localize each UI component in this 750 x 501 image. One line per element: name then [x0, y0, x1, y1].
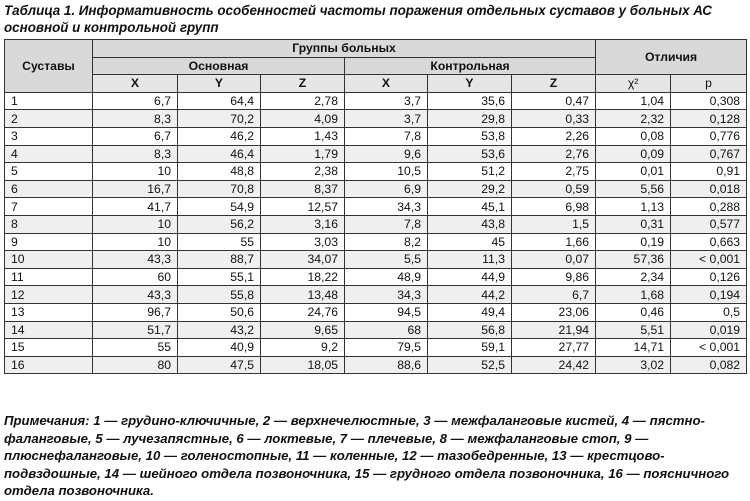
- value-cell: 0,19: [596, 233, 671, 251]
- value-cell: 0,019: [671, 321, 747, 339]
- value-cell: 55: [178, 233, 261, 251]
- joint-number-cell: 8: [5, 215, 93, 233]
- value-cell: 35,6: [428, 92, 512, 110]
- value-cell: 1,68: [596, 286, 671, 304]
- header-p-value: p: [671, 75, 747, 93]
- value-cell: 9,86: [512, 268, 596, 286]
- value-cell: 0,09: [596, 145, 671, 163]
- value-cell: 54,9: [178, 198, 261, 216]
- value-cell: 0,663: [671, 233, 747, 251]
- value-cell: 0,194: [671, 286, 747, 304]
- value-cell: 24,76: [261, 303, 345, 321]
- joints-table: [4, 39, 747, 374]
- value-cell: 0,46: [596, 303, 671, 321]
- table-row: [5, 303, 747, 321]
- value-cell: 50,6: [178, 303, 261, 321]
- joint-number-cell: 11: [5, 268, 93, 286]
- value-cell: 51,2: [428, 163, 512, 181]
- value-cell: 0,47: [512, 92, 596, 110]
- joint-number-cell: 12: [5, 286, 93, 304]
- value-cell: 9,65: [261, 321, 345, 339]
- value-cell: 6,7: [93, 127, 178, 145]
- value-cell: 0,33: [512, 110, 596, 128]
- value-cell: 2,34: [596, 268, 671, 286]
- table-row: [5, 180, 747, 198]
- value-cell: 10: [93, 163, 178, 181]
- value-cell: 55,8: [178, 286, 261, 304]
- value-cell: 45,1: [428, 198, 512, 216]
- value-cell: 27,77: [512, 339, 596, 357]
- value-cell: 43,3: [93, 251, 178, 269]
- table-row: [5, 233, 747, 251]
- joint-number-cell: 7: [5, 198, 93, 216]
- header-control-x: X: [345, 75, 428, 93]
- table-row: [5, 321, 747, 339]
- table-row: [5, 127, 747, 145]
- value-cell: 1,43: [261, 127, 345, 145]
- value-cell: 3,02: [596, 356, 671, 374]
- value-cell: 5,56: [596, 180, 671, 198]
- value-cell: 56,8: [428, 321, 512, 339]
- value-cell: 94,5: [345, 303, 428, 321]
- value-cell: 40,9: [178, 339, 261, 357]
- value-cell: 43,8: [428, 215, 512, 233]
- value-cell: 0,767: [671, 145, 747, 163]
- value-cell: 53,8: [428, 127, 512, 145]
- value-cell: 48,8: [178, 163, 261, 181]
- joint-number-cell: 6: [5, 180, 93, 198]
- value-cell: 0,288: [671, 198, 747, 216]
- value-cell: 44,2: [428, 286, 512, 304]
- joint-number-cell: 1: [5, 92, 93, 110]
- value-cell: 12,57: [261, 198, 345, 216]
- joint-number-cell: 16: [5, 356, 93, 374]
- value-cell: 0,59: [512, 180, 596, 198]
- table-row: [5, 268, 747, 286]
- value-cell: 55,1: [178, 268, 261, 286]
- value-cell: 29,8: [428, 110, 512, 128]
- value-cell: 48,9: [345, 268, 428, 286]
- header-chi-square: χ²: [596, 75, 671, 93]
- value-cell: 24,42: [512, 356, 596, 374]
- value-cell: 18,22: [261, 268, 345, 286]
- value-cell: 0,01: [596, 163, 671, 181]
- joint-number-cell: 2: [5, 110, 93, 128]
- value-cell: 5,5: [345, 251, 428, 269]
- value-cell: 57,36: [596, 251, 671, 269]
- value-cell: 51,7: [93, 321, 178, 339]
- value-cell: 88,6: [345, 356, 428, 374]
- value-cell: 2,78: [261, 92, 345, 110]
- value-cell: 13,48: [261, 286, 345, 304]
- value-cell: 6,7: [93, 92, 178, 110]
- value-cell: 29,2: [428, 180, 512, 198]
- value-cell: 14,71: [596, 339, 671, 357]
- value-cell: < 0,001: [671, 251, 747, 269]
- value-cell: 1,79: [261, 145, 345, 163]
- notes-label: Примечания:: [4, 413, 90, 428]
- value-cell: 6,9: [345, 180, 428, 198]
- table-row: [5, 110, 747, 128]
- value-cell: 9,2: [261, 339, 345, 357]
- value-cell: 46,4: [178, 145, 261, 163]
- value-cell: 2,32: [596, 110, 671, 128]
- table-row: [5, 198, 747, 216]
- value-cell: 80: [93, 356, 178, 374]
- value-cell: 96,7: [93, 303, 178, 321]
- value-cell: 2,26: [512, 127, 596, 145]
- joint-number-cell: 10: [5, 251, 93, 269]
- table-row: [5, 215, 747, 233]
- table-row: [5, 356, 747, 374]
- value-cell: 2,38: [261, 163, 345, 181]
- value-cell: 0,128: [671, 110, 747, 128]
- value-cell: 8,37: [261, 180, 345, 198]
- header-groups: Группы больных: [93, 40, 596, 58]
- value-cell: 2,75: [512, 163, 596, 181]
- value-cell: 70,2: [178, 110, 261, 128]
- table-body: [5, 92, 747, 374]
- value-cell: 21,94: [512, 321, 596, 339]
- header-main-y: Y: [178, 75, 261, 93]
- value-cell: 0,776: [671, 127, 747, 145]
- value-cell: 88,7: [178, 251, 261, 269]
- value-cell: 34,07: [261, 251, 345, 269]
- value-cell: 2,76: [512, 145, 596, 163]
- joint-number-cell: 15: [5, 339, 93, 357]
- value-cell: 53,6: [428, 145, 512, 163]
- joint-number-cell: 4: [5, 145, 93, 163]
- header-diff: Отличия: [596, 40, 747, 75]
- value-cell: 10: [93, 233, 178, 251]
- value-cell: < 0,001: [671, 339, 747, 357]
- value-cell: 3,16: [261, 215, 345, 233]
- table-notes: [4, 412, 746, 500]
- value-cell: 3,03: [261, 233, 345, 251]
- header-control-z: Z: [512, 75, 596, 93]
- value-cell: 0,126: [671, 268, 747, 286]
- value-cell: 23,06: [512, 303, 596, 321]
- joint-number-cell: 3: [5, 127, 93, 145]
- value-cell: 60: [93, 268, 178, 286]
- table-row: [5, 145, 747, 163]
- value-cell: 9,6: [345, 145, 428, 163]
- value-cell: 68: [345, 321, 428, 339]
- value-cell: 34,3: [345, 198, 428, 216]
- value-cell: 79,5: [345, 339, 428, 357]
- table-caption: Таблица 1. Информативность особенностей частоты поражения отдельных суставов у больных АС основной и контрольной групп: [4, 3, 712, 35]
- value-cell: 47,5: [178, 356, 261, 374]
- header-joints: Суставы: [5, 40, 93, 93]
- value-cell: 6,7: [512, 286, 596, 304]
- value-cell: 1,5: [512, 215, 596, 233]
- table-row: [5, 286, 747, 304]
- value-cell: 0,31: [596, 215, 671, 233]
- value-cell: 0,577: [671, 215, 747, 233]
- value-cell: 43,3: [93, 286, 178, 304]
- value-cell: 52,5: [428, 356, 512, 374]
- value-cell: 0,5: [671, 303, 747, 321]
- value-cell: 3,7: [345, 92, 428, 110]
- joint-number-cell: 5: [5, 163, 93, 181]
- notes-text: 1 — грудино-ключичные, 2 — верхнечелюстные, 3 — межфаланговые кистей, 4 — пястно-фаланговые, 5 — лучезапястные, 6 — локтевые, 7 — плечевые, 8 — межфаланговые стоп, 9 — плюснефаланговые, 10 — голеностопные, 11 — коленные, 12 — тазобедренные, 13 — крестцово-подвздошные, 14 — шейного отдела позвоночника, 15 — грудного отдела позвоночника, 16 — поясничного отдела позвоночника.: [4, 413, 730, 499]
- value-cell: 49,4: [428, 303, 512, 321]
- value-cell: 8,2: [345, 233, 428, 251]
- value-cell: 1,66: [512, 233, 596, 251]
- value-cell: 0,08: [596, 127, 671, 145]
- table-row: [5, 251, 747, 269]
- value-cell: 0,308: [671, 92, 747, 110]
- value-cell: 44,9: [428, 268, 512, 286]
- value-cell: 70,8: [178, 180, 261, 198]
- table-row: [5, 339, 747, 357]
- value-cell: 0,07: [512, 251, 596, 269]
- table-row: [5, 92, 747, 110]
- value-cell: 16,7: [93, 180, 178, 198]
- value-cell: 1,04: [596, 92, 671, 110]
- value-cell: 6,98: [512, 198, 596, 216]
- value-cell: 43,2: [178, 321, 261, 339]
- value-cell: 8,3: [93, 110, 178, 128]
- value-cell: 45: [428, 233, 512, 251]
- value-cell: 59,1: [428, 339, 512, 357]
- joint-number-cell: 13: [5, 303, 93, 321]
- header-control-group: Контрольная: [345, 57, 596, 75]
- value-cell: 5,51: [596, 321, 671, 339]
- header-main-x: X: [93, 75, 178, 93]
- joint-number-cell: 14: [5, 321, 93, 339]
- header-control-y: Y: [428, 75, 512, 93]
- value-cell: 1,13: [596, 198, 671, 216]
- value-cell: 0,018: [671, 180, 747, 198]
- joint-number-cell: 9: [5, 233, 93, 251]
- value-cell: 46,2: [178, 127, 261, 145]
- value-cell: 34,3: [345, 286, 428, 304]
- value-cell: 55: [93, 339, 178, 357]
- value-cell: 4,09: [261, 110, 345, 128]
- header-main-group: Основная: [93, 57, 345, 75]
- value-cell: 8,3: [93, 145, 178, 163]
- value-cell: 7,8: [345, 215, 428, 233]
- value-cell: 3,7: [345, 110, 428, 128]
- value-cell: 10: [93, 215, 178, 233]
- value-cell: 10,5: [345, 163, 428, 181]
- value-cell: 18,05: [261, 356, 345, 374]
- value-cell: 41,7: [93, 198, 178, 216]
- value-cell: 0,91: [671, 163, 747, 181]
- header-main-z: Z: [261, 75, 345, 93]
- table-row: [5, 163, 747, 181]
- value-cell: 64,4: [178, 92, 261, 110]
- value-cell: 11,3: [428, 251, 512, 269]
- value-cell: 7,8: [345, 127, 428, 145]
- value-cell: 0,082: [671, 356, 747, 374]
- value-cell: 56,2: [178, 215, 261, 233]
